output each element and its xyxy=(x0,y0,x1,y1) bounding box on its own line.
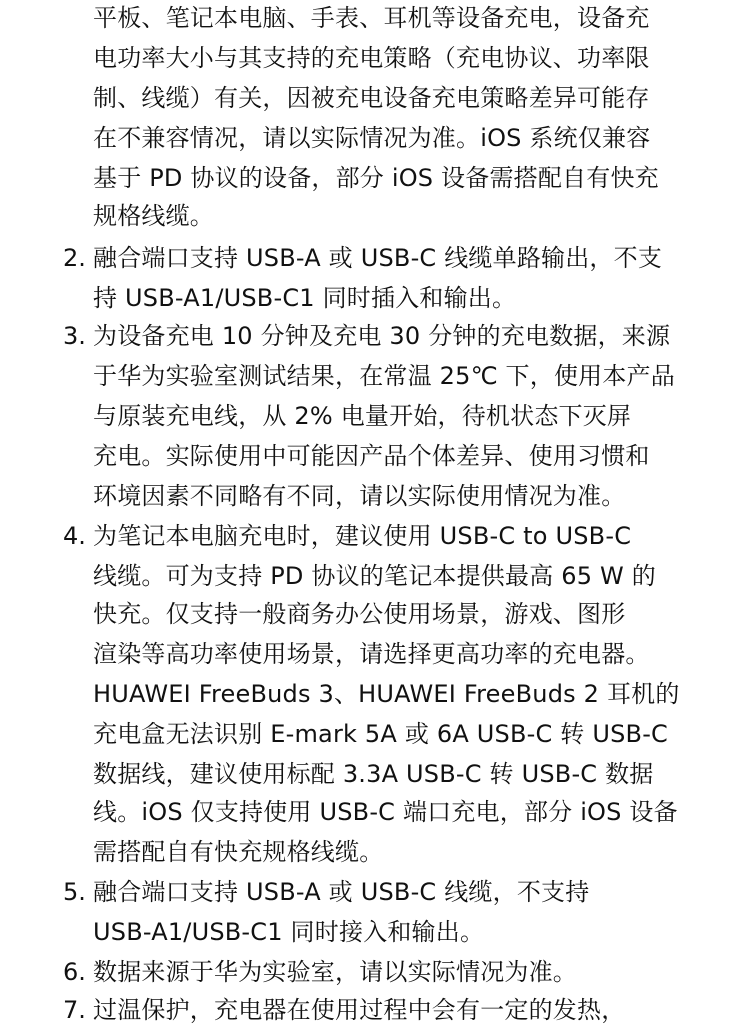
list-item-line: 为设备充电 10 分钟及充电 30 分钟的充电数据，来源 xyxy=(93,322,671,350)
list-item-line: 充电。实际使用中可能因产品个体差异、使用习惯和 xyxy=(93,442,650,470)
list-item-line: 为笔记本电脑充电时，建议使用 USB-C to USB-C xyxy=(93,522,632,550)
list-item-number: 5. xyxy=(63,878,86,906)
list-item-line: 快充。仅支持一般商务办公使用场景，游戏、图形 xyxy=(93,600,626,628)
intro-line: 基于 PD 协议的设备，部分 iOS 设备需搭配自有快充 xyxy=(93,164,659,192)
list-item-line: 数据线，建议使用标配 3.3A USB-C 转 USB-C 数据 xyxy=(93,760,654,788)
list-item-line: 持 USB-A1/USB-C1 同时插入和输出。 xyxy=(93,284,517,312)
list-item-line: 线缆。可为支持 PD 协议的笔记本提供最高 65 W 的 xyxy=(93,562,656,590)
list-item-number: 7. xyxy=(63,996,86,1024)
intro-line: 制、线缆）有关，因被充电设备充电策略差异可能存 xyxy=(93,84,650,112)
list-item-line: 与原装充电线，从 2% 电量开始，待机状态下灭屏 xyxy=(93,402,632,430)
intro-line: 规格线缆。 xyxy=(93,202,214,230)
intro-line: 在不兼容情况，请以实际情况为准。iOS 系统仅兼容 xyxy=(93,124,651,152)
list-item-line: 渲染等高功率使用场景，请选择更高功率的充电器。 xyxy=(93,640,650,668)
list-item-line: 融合端口支持 USB-A 或 USB-C 线缆单路输出，不支 xyxy=(93,244,663,272)
intro-line: 电功率大小与其支持的充电策略（充电协议、功率限 xyxy=(93,44,650,72)
list-item-number: 6. xyxy=(63,958,86,986)
list-item-line: HUAWEI FreeBuds 3、HUAWEI FreeBuds 2 耳机的 xyxy=(93,680,680,708)
list-item-line: 融合端口支持 USB-A 或 USB-C 线缆，不支持 xyxy=(93,878,590,906)
intro-line: 平板、笔记本电脑、手表、耳机等设备充电，设备充 xyxy=(93,4,650,32)
list-item-line: USB-A1/USB-C1 同时接入和输出。 xyxy=(93,918,485,946)
list-item-line: 于华为实验室测试结果，在常温 25℃ 下，使用本产品 xyxy=(93,362,675,390)
list-item-number: 3. xyxy=(63,322,86,350)
list-item-line: 需搭配自有快充规格线缆。 xyxy=(93,838,384,866)
list-item-line: 线。iOS 仅支持使用 USB-C 端口充电，部分 iOS 设备 xyxy=(93,798,678,826)
list-item-number: 4. xyxy=(63,522,86,550)
list-item-line: 充电盒无法识别 E-mark 5A 或 6A USB-C 转 USB-C xyxy=(93,720,669,748)
list-item-line: 数据来源于华为实验室，请以实际情况为准。 xyxy=(93,958,577,986)
list-item-line: 环境因素不同略有不同，请以实际使用情况为准。 xyxy=(93,482,626,510)
list-item-line: 过温保护，充电器在使用过程中会有一定的发热， xyxy=(93,996,626,1024)
list-item-number: 2. xyxy=(63,244,86,272)
